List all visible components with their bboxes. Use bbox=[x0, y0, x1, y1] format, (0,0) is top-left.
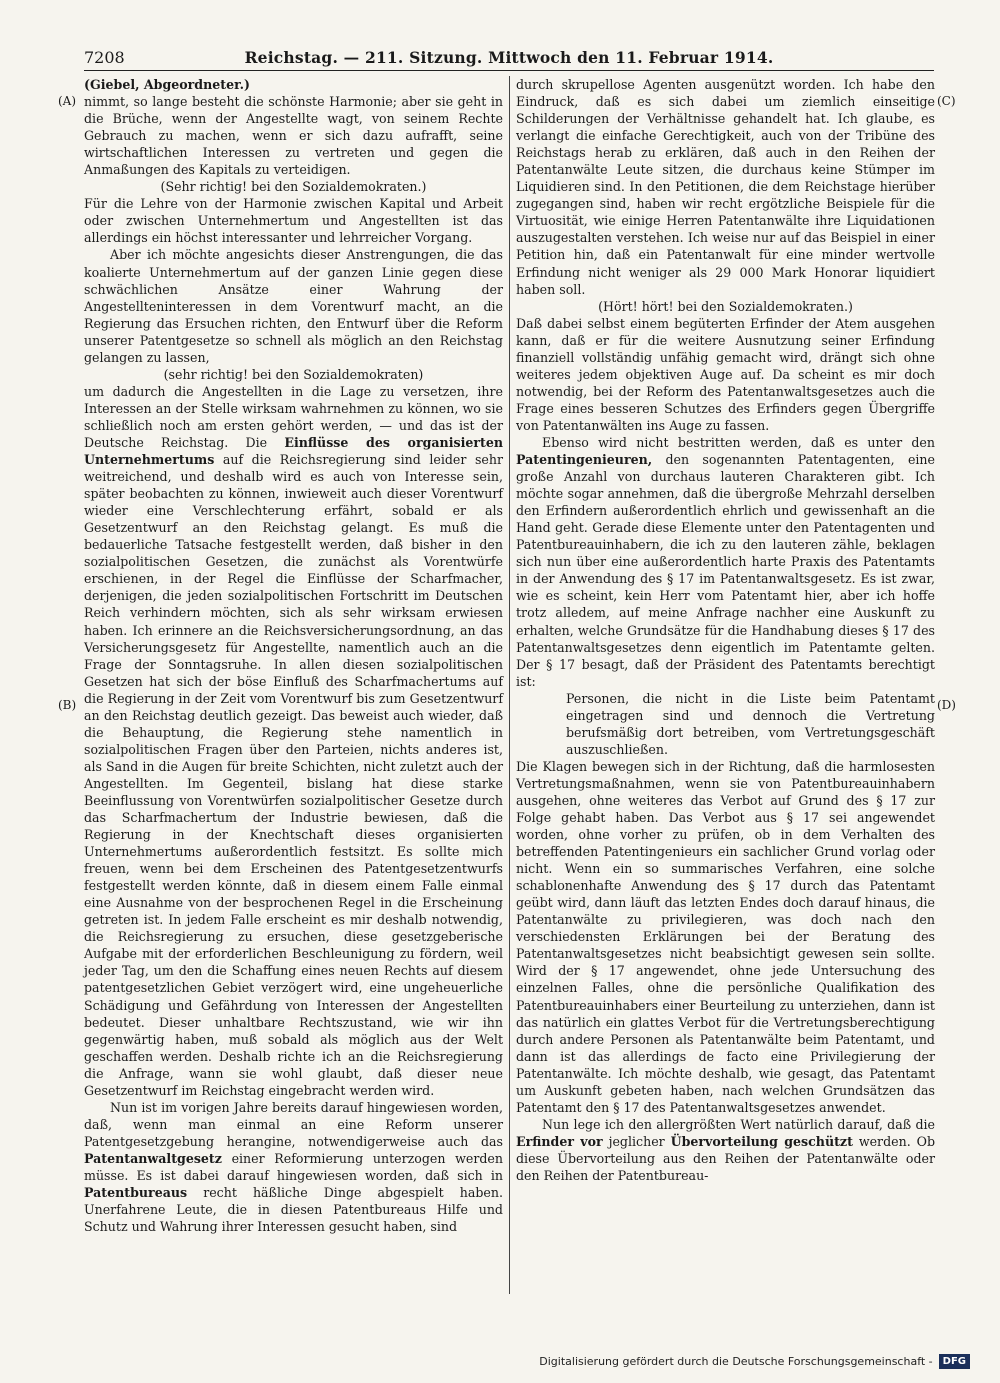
margin-mark-d: (D) bbox=[937, 698, 956, 712]
emphasis: Patentbureaus bbox=[84, 1185, 188, 1201]
footer-text: Digitalisierung gefördert durch die Deutsche Forschungsgemeinschaft - bbox=[539, 1355, 933, 1368]
paragraph: Ebenso wird nicht bestritten werden, daß es unter den Patentingenieuren, den sogenannten Patentagenten, eine große Anzahl von durchaus lauteren Charakteren gibt. Ich möchte sogar annehmen, daß die übergroße Mehrzahl derselben den Erfindern außerordentlich ehrlich und gewissenhaft an die Hand geht. Gerade diese Elemente unter den Patentagenten und Patentbureauinhabern, die ich zu den lauteren zähle, beklagen sich nun über eine außerordentlich harte Praxis des Patentamts in der Anwendung des § 17 im Patentanwaltsgesetz. Es ist zwar, wie es scheint, kein Herr vom Patentamt hier, aber ich hoffe trotz alledem, auf meine Anfrage nachher eine Auskunft zu erhalten, welche Grundsätze für die Handhabung dieses § 17 des Patentanwaltsgesetzes denn eigentlich im Patentamte gelten. Der § 17 besagt, daß der Präsident des Patentamts berechtigt ist: bbox=[516, 434, 935, 689]
margin-mark-b: (B) bbox=[58, 698, 77, 712]
page-header bbox=[84, 48, 934, 70]
dfg-logo: DFG bbox=[939, 1354, 970, 1369]
paragraph: Für die Lehre von der Harmonie zwischen Kapital und Arbeit oder zwischen Unternehmertum und Angestellten ist das allerdings ein höchst interessanter und lehrreicher Vorgang. bbox=[84, 196, 503, 246]
paragraph: nimmt, so lange besteht die schönste Harmonie; aber sie geht in die Brüche, wenn der Angestellte wagt, von seinem Rechte Gebrauch zu machen, wenn er sich dazu aufrafft, seine wirtschaftlichen Interessen zu vertreten und gegen die Anmaßungen des Kapitals zu verteidigen. bbox=[84, 94, 503, 178]
paragraph: Aber ich möchte angesichts dieser Anstrengungen, die das koalierte Unternehmertum auf der ganzen Linie gegen diese schwächlichen Ansätze einer Wahrung der Angestellteninteressen in dem Vorentwurf macht, an die Regierung das Ersuchen richten, den Entwurf über die Reform unserer Patentgesetze so schnell als möglich an den Reichstag gelangen zu lassen, bbox=[84, 247, 503, 365]
quoted-statute: Personen, die nicht in die Liste beim Patentamt eingetragen sind und dennoch die Vertretung berufsmäßig dort betreiben, vom Vertretungsgeschäft auszuschließen. bbox=[566, 690, 935, 757]
speaker-label: (Giebel, Abgeordneter.) bbox=[84, 77, 250, 92]
paragraph: Die Klagen bewegen sich in der Richtung, daß die harmlosesten Vertretungsmaßnahmen, wenn sie von Patentbureauinhabern ausgehen, ohne weiteres das Verbot auf Grund des § 17 zur Folge gehabt haben. Das Verbot aus § 17 sei angewendet worden, ohne vorher zu prüfen, ob in dem Verhalten des betreffenden Patentingenieurs ein sachlicher Grund vorlag oder nicht. Wenn ein so summarisches Verfahren, eine solche schablonenhafte Anwendung des § 17 durch das Patentamt geübt wird, dann läuft das letzten Endes doch darauf hinaus, die Patentanwälte zu privilegieren, was doch nach den verschiedensten Erklärungen bei der Beratung des Patentanwaltsgesetzes nicht beabsichtigt gewesen sein sollte. Wird der § 17 angewendet, ohne jede Untersuchung des einzelnen Falles, ohne die persönliche Qualifikation des Patentbureauinhabers einer Beurteilung zu unterziehen, dann ist das natürlich ein glattes Verbot für die Vertretungsberechtigung durch andere Personen als Patentanwälte beim Patentamt, und dann ist das allerdings de facto eine Privilegierung der Patentanwälte. Ich möchte deshalb, wie gesagt, das Patentamt um Auskunft gebeten haben, nach welchen Grundsätzen das Patentamt den § 17 des Patentanwaltsgesetzes anwendet. bbox=[516, 758, 935, 1115]
digitization-footer bbox=[539, 1354, 970, 1369]
interjection: (sehr richtig! bei den Sozialdemokraten) bbox=[163, 366, 424, 382]
paragraph: um dadurch die Angestellten in die Lage zu versetzen, ihre Interessen an der Stelle wirksam wahrnehmen zu können, wo sie schließlich noch am ersten gehört werden, — und das ist der Deutsche Reichstag. Die Einflüsse des organisierten Unternehmertums auf die Reichsregierung sind leider sehr weitreichend, und deshalb wird es auch von Interesse sein, später beobachten zu können, inwieweit auch dieser Vorentwurf wieder eine Verschlechterung erfährt, sobald er als Gesetzentwurf an den Reichstag gelangt. Es muß die bedauerliche Tatsache festgestellt werden, daß bisher in den sozialpolitischen Gesetzen, die zunächst als Vorentwürfe erschienen, in der Regel die Einflüsse der Scharfmacher, derjenigen, die jeden sozialpolitischen Fortschritt im Deutschen Reich verhindern möchten, sich als sehr wirksam erwiesen haben. Ich erinnere an die Reichsversicherungsordnung, an das Versicherungsgesetz für Angestellte, namentlich auch an die Frage der Sonntagsruhe. In allen diesen sozialpolitischen Gesetzen hat sich der böse Einfluß des Scharfmachertums auf die Regierung in der Zeit vom Vorentwurf bis zum Gesetzentwurf an den Reichstag deutlich gezeigt. Das beweist auch wieder, daß die Behauptung, die Regierung stehe namentlich in sozialpolitischen Fragen über den Parteien, nichts anderes ist, als Sand in die Augen für breite Schichten, nicht zuletzt auch der Angestellten. Im Gegenteil, bislang hat diese starke Beeinflussung von Vorentwürfen sozialpolitischer Gesetze durch das Scharfmachertum der Industrie bewiesen, daß die Regierung in der Knechtschaft dieses organisierten Unternehmertums außerordentlich festsitzt. Es sollte mich freuen, wenn bei dem Erscheinen des Patentgesetzentwurfs festgestellt werden könnte, daß in diesem einem Falle einmal eine Ausnahme von der besprochenen Regel in die Erscheinung getreten ist. In jedem Falle erscheint es mir deshalb notwendig, die Reichsregierung zu ersuchen, diese gesetzgeberische Aufgabe mit der erforderlichen Beschleunigung zu fördern, weil jeder Tag, um den die Schaffung eines neuen Rechts auf diesem patentgesetzlichen Gebiet verzögert wird, eine ungeheuerliche Schädigung und Gefährdung von Interessen der Angestellten bedeutet. Dieser unhaltbare Rechtszustand, wie wir ihn gegenwärtig haben, muß sobald als möglich aus der Welt geschaffen werden. Deshalb richte ich an die Reichsregierung die Anfrage, wann sie wohl glaubt, daß dieser neue Gesetzentwurf im Reichstag eingebracht werden wird. bbox=[84, 383, 504, 1098]
emphasis: Patentingenieuren, bbox=[516, 452, 653, 468]
emphasis: Einflüsse des organisierten Unternehmertums bbox=[84, 434, 503, 468]
header-rule bbox=[84, 70, 934, 71]
emphasis: Übervorteilung geschützt bbox=[670, 1133, 853, 1149]
page-number: 7208 bbox=[84, 48, 125, 67]
page-title: Reichstag. — 211. Sitzung. Mittwoch den 11. Februar 1914. bbox=[244, 48, 774, 67]
right-column bbox=[516, 76, 935, 1184]
column-divider bbox=[509, 76, 510, 1294]
margin-mark-a: (A) bbox=[58, 94, 77, 108]
left-column bbox=[84, 76, 503, 1235]
paragraph: Nun lege ich den allergrößten Wert natürlich darauf, daß die Erfinder vor jeglicher Übervorteilung geschützt werden. Ob diese Übervorteilung aus den Reihen der Patentanwälte oder den Reihen der Patentbureau- bbox=[516, 1116, 936, 1183]
paragraph: Nun ist im vorigen Jahre bereits darauf hingewiesen worden, daß, wenn man einmal an eine Reform unserer Patentgesetzgebung herangine, notwendigerweise auch das Patentanwaltgesetz einer Reformierung unterzogen werden müsse. Es ist dabei darauf hingewiesen worden, daß sich in Patentbureaus recht häßliche Dinge abgespielt haben. Unerfahrene Leute, die in diesen Patentbureaus Hilfe und Schutz und Wahrung ihrer Interessen gesucht haben, sind bbox=[84, 1099, 503, 1235]
interjection: (Sehr richtig! bei den Sozialdemokraten.) bbox=[160, 179, 427, 195]
paragraph: durch skrupellose Agenten ausgenützt worden. Ich habe den Eindruck, daß es sich dabei um ziemlich einseitige Schilderungen der Verhältnisse gehandelt hat. Ich glaube, es verlangt die einfache Gerechtigkeit, auch von der Tribüne des Reichstags herab zu erklären, daß auch in den Reihen der Patentanwälte Leute sitzen, die durchaus keine Stümper im Liquidieren sind. In den Petitionen, die dem Reichstage hierüber zugegangen sind, haben wir recht ergötzliche Beispiele für die Virtuosität, wie einige Herren Patentanwälte ihre Liquidationen auszugestalten verstehen. Ich weise nur auf das Beispiel in einer Petition hin, daß ein Patentanwalt für eine minder wertvolle Erfindung nicht weniger als 29 000 Mark Honorar liquidiert haben soll. bbox=[516, 77, 935, 297]
margin-mark-c: (C) bbox=[937, 94, 956, 108]
paragraph: Daß dabei selbst einem begüterten Erfinder der Atem ausgehen kann, daß er für die weitere Ausnutzung seiner Erfindung finanziell vollständig unfähig gemacht wird, drängt sich ohne weiteres jedem objektiven Auge auf. Da scheint es mir doch notwendig, bei der Reform des Patentanwaltsgesetzes auch die Frage eines besseren Schutzes des Erfinders gegen Übergriffe von Patentanwälten ins Auge zu fassen. bbox=[516, 315, 935, 433]
interjection: (Hört! hört! bei den Sozialdemokraten.) bbox=[598, 298, 853, 314]
emphasis: Patentanwaltgesetz bbox=[84, 1150, 222, 1166]
emphasis: Erfinder vor bbox=[516, 1133, 603, 1149]
